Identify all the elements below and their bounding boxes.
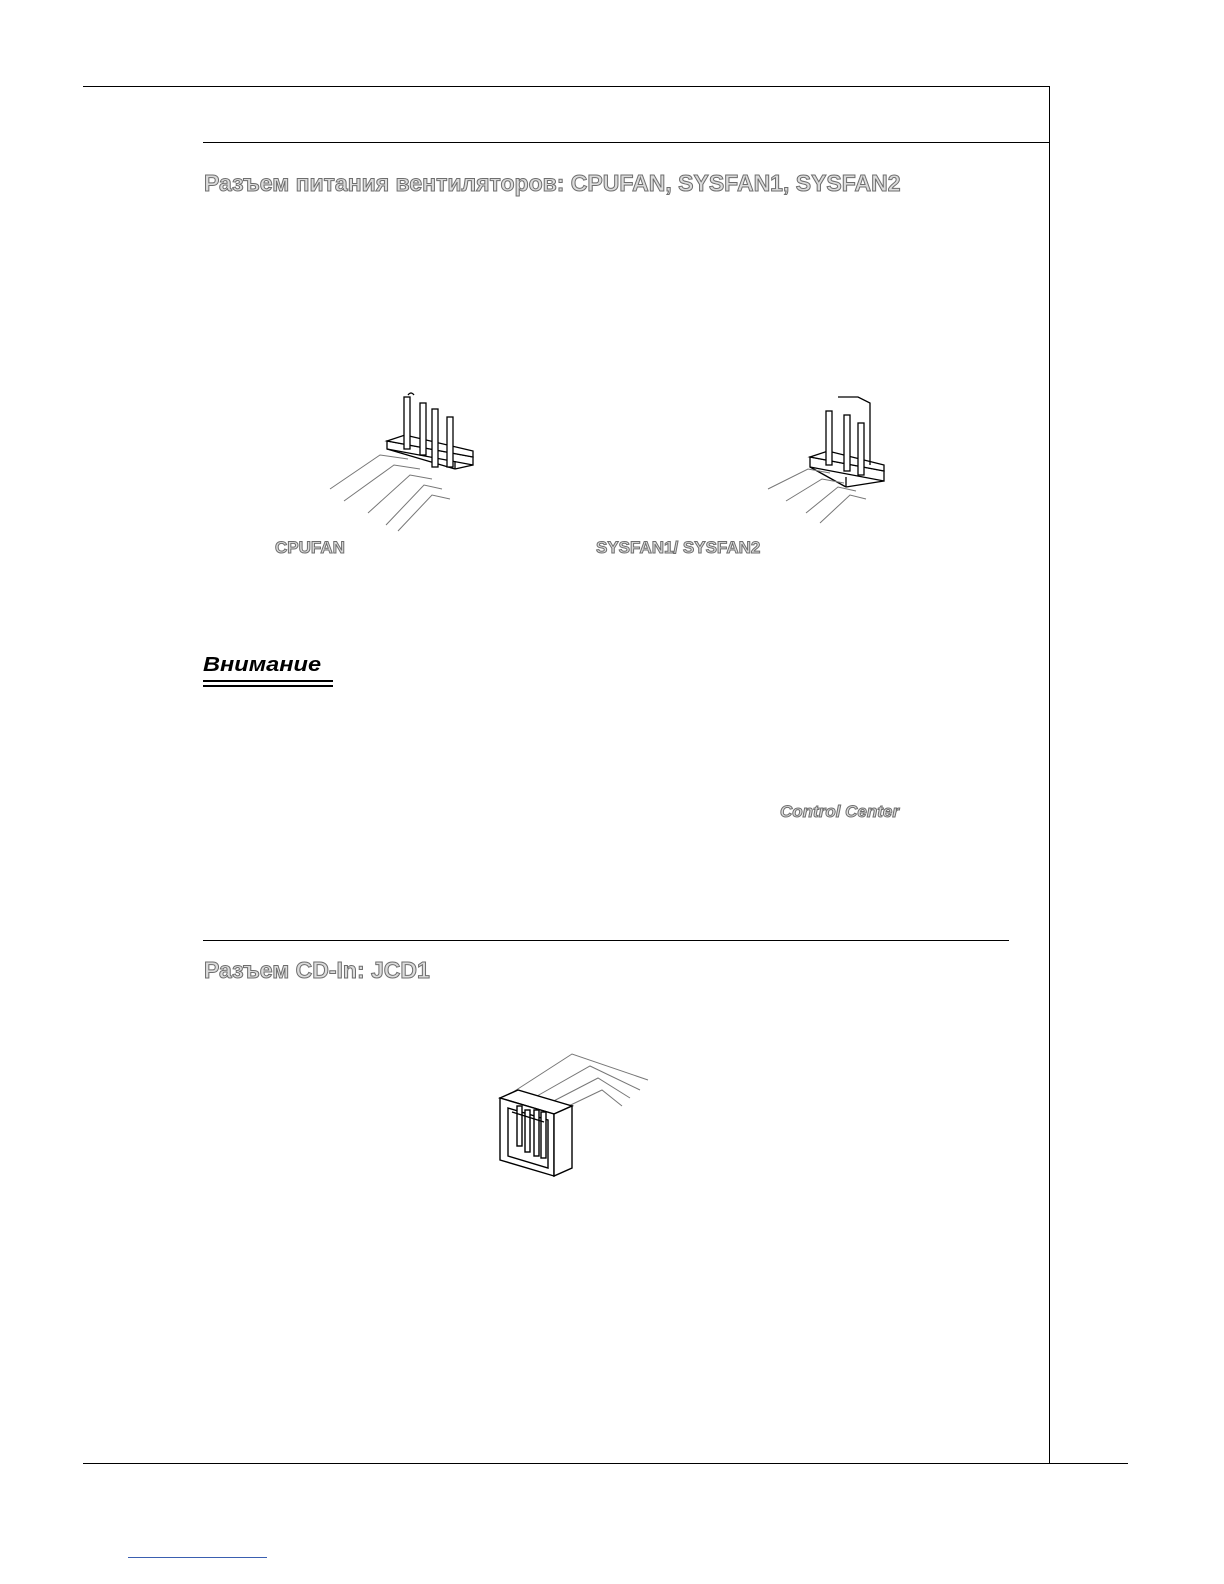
sysfan-label: SYSFAN1/ SYSFAN2 [596, 538, 761, 557]
bottom-frame-line [83, 1463, 1128, 1464]
attention-title: Внимание [203, 654, 322, 676]
footer-link-underline[interactable] [128, 1557, 267, 1558]
section-fan-heading: Разъем питания вентиляторов: CPUFAN, SYSFAN1, SYSFAN2 [204, 170, 901, 196]
sysfan-connector-diagram [760, 385, 900, 525]
section-cd-heading: Разъем CD-In: JCD1 [204, 957, 430, 983]
section-fan-rule [203, 142, 1050, 143]
attention-underline-1 [203, 680, 333, 682]
cpufan-connector-diagram [320, 385, 490, 535]
section-cd-rule [203, 940, 1009, 941]
attention-underline-2 [203, 685, 333, 687]
top-frame-line [83, 86, 1050, 87]
cpufan-label: CPUFAN [275, 538, 345, 557]
right-frame-line [1049, 86, 1050, 1464]
jcd1-connector-diagram [490, 1050, 660, 1185]
control-center-name: Control Center [780, 802, 899, 821]
